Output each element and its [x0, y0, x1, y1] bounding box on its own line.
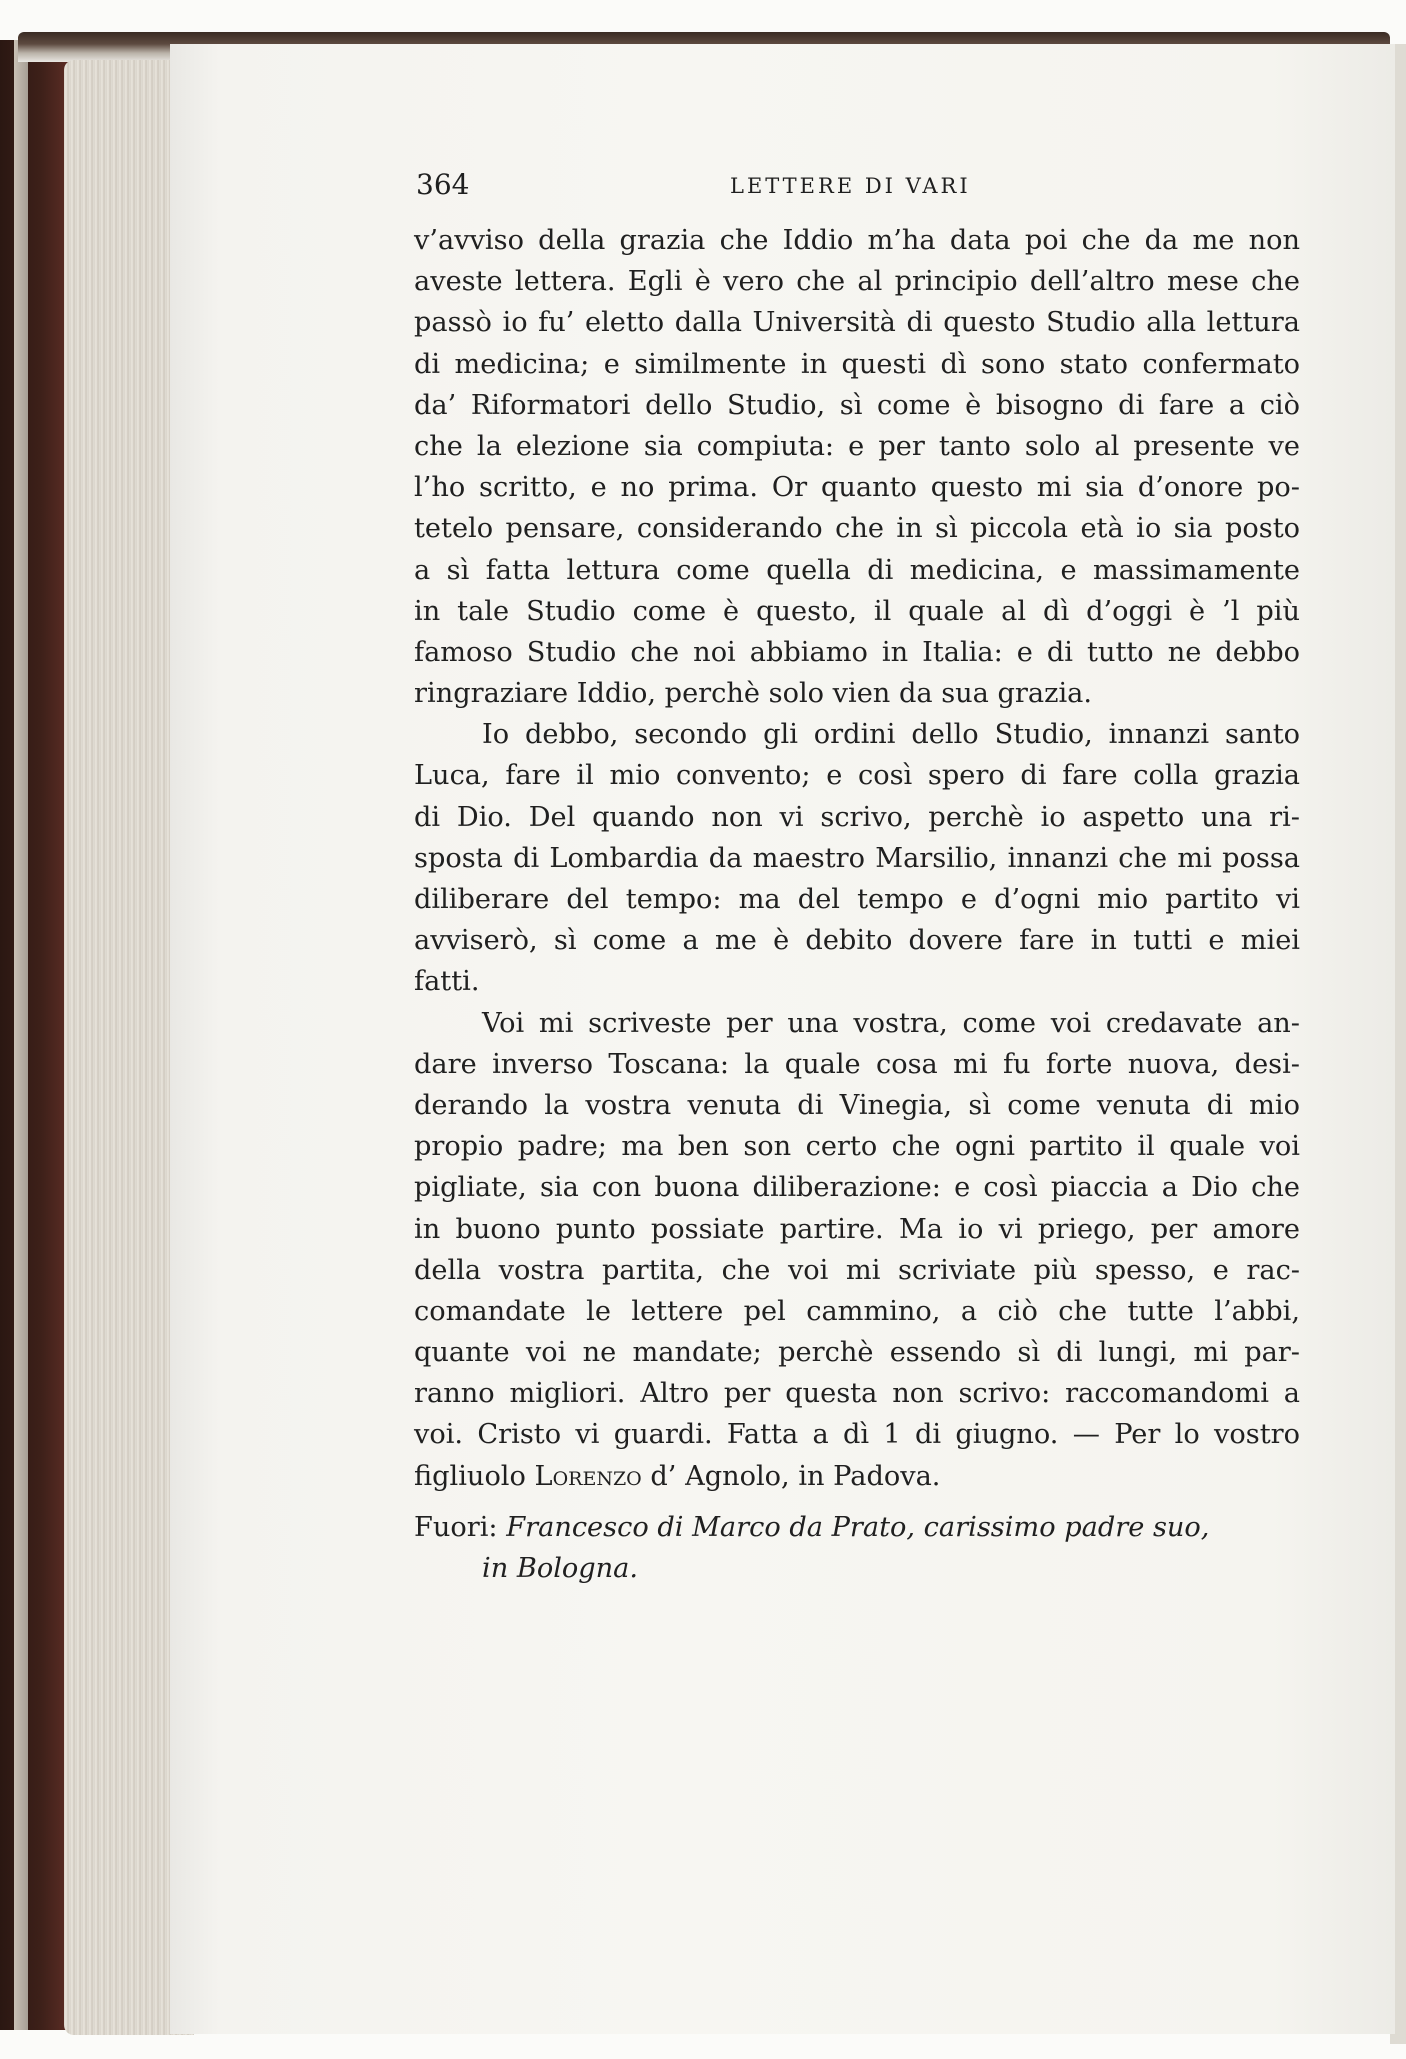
address-label: Fuori: — [414, 1511, 507, 1543]
text-line: ringraziare Iddio, perchè solo vien da sua grazia. — [414, 678, 1092, 710]
text-line: di medicina; e similmente in questi dì sono stato confermato — [414, 348, 1300, 380]
text-line: di Dio. Del quando non vi scrivo, perchè io aspetto una ri- — [414, 801, 1300, 833]
text-line: dare inverso Toscana: la quale cosa mi fu forte nuova, desi- — [414, 1048, 1300, 1080]
closing-line — [414, 1456, 1300, 1497]
address-line — [414, 1507, 1300, 1548]
text-line: v’avviso della grazia che Iddio m’ha data poi che da me non — [414, 225, 1300, 256]
page-header — [416, 168, 1316, 208]
letter-text — [414, 220, 1300, 1589]
text-line: avviserò, sì come a me è debito dovere fare in tutti e miei — [414, 925, 1300, 957]
running-head: LETTERE DI VARI — [730, 174, 971, 198]
address-line — [414, 1548, 1300, 1589]
text-line: tetelo pensare, considerando che in sì piccola età io sia posto — [414, 513, 1300, 545]
closing-prefix: figliuolo — [414, 1460, 535, 1492]
text-line: derando la vostra venuta di Vinegia, sì come venuta di mio — [414, 1089, 1300, 1121]
text-line: propio padre; ma ben son certo che ogni partito il quale voi — [414, 1131, 1300, 1163]
text-line: sposta di Lombardia da maestro Marsilio, innanzi che mi possa — [414, 842, 1300, 874]
page-number: 364 — [416, 168, 470, 201]
text-line: che la elezione sia compiuta: e per tanto solo al presente ve — [414, 430, 1300, 462]
paragraph-start-line: Io debbo, secondo gli ordini dello Studio, innanzi santo — [482, 719, 1300, 751]
text-line: voi. Cristo vi guardi. Fatta a dì 1 di giugno. — Per lo vostro — [414, 1419, 1300, 1451]
text-line: a sì fatta lettura come quella di medicina, e massimamente — [414, 554, 1300, 586]
text-line: comandate le lettere pel cammino, a ciò che tutte l’abbi, — [414, 1295, 1300, 1327]
signature-name — [535, 1461, 642, 1492]
text-line: ranno migliori. Altro per questa non scrivo: raccomandomi a — [414, 1378, 1300, 1410]
text-line: da’ Riformatori dello Studio, sì come è bisogno di fare a ciò — [414, 389, 1300, 421]
text-line: famoso Studio che noi abbiamo in Italia: e di tutto ne debbo — [414, 636, 1300, 668]
address-recipient: Francesco di Marco da Prato, carissimo padre suo, — [506, 1511, 1210, 1543]
text-line: in tale Studio come è questo, il quale al dì d’oggi è ’l più — [414, 595, 1300, 627]
book-cover-edge — [14, 40, 28, 2030]
address-city: in Bologna. — [482, 1553, 639, 1584]
text-line: l’ho scritto, e no prima. Or quanto questo mi sia d’onore po- — [414, 472, 1300, 504]
signature-initial: L — [534, 1460, 553, 1492]
text-line: diliberare del tempo: ma del tempo e d’ogni mio partito vi — [414, 884, 1300, 915]
text-line: della vostra partita, che voi mi scriviate più spesso, e rac- — [414, 1254, 1300, 1286]
paragraph-start-line: Voi mi scriveste per una vostra, come voi credavate an- — [482, 1007, 1300, 1039]
text-line: in buono punto possiate partire. Ma io vi priego, per amore — [414, 1213, 1300, 1245]
closing-suffix: d’ Agnolo, in Padova. — [641, 1460, 941, 1492]
text-line: quante voi ne mandate; perchè essendo sì di lungi, mi par- — [414, 1337, 1300, 1369]
text-line: pigliate, sia con buona diliberazione: e così piaccia a Dio che — [414, 1172, 1300, 1204]
text-line: passò io fu’ eletto dalla Università di questo Studio alla lettura — [414, 307, 1300, 339]
signature-rest: orenzo — [552, 1460, 642, 1492]
text-line: aveste lettera. Egli è vero che al principio dell’altro mese che — [414, 266, 1300, 298]
text-line: fatti. — [414, 966, 480, 998]
text-line: Luca, fare il mio convento; e così spero di fare colla grazia — [414, 760, 1300, 792]
